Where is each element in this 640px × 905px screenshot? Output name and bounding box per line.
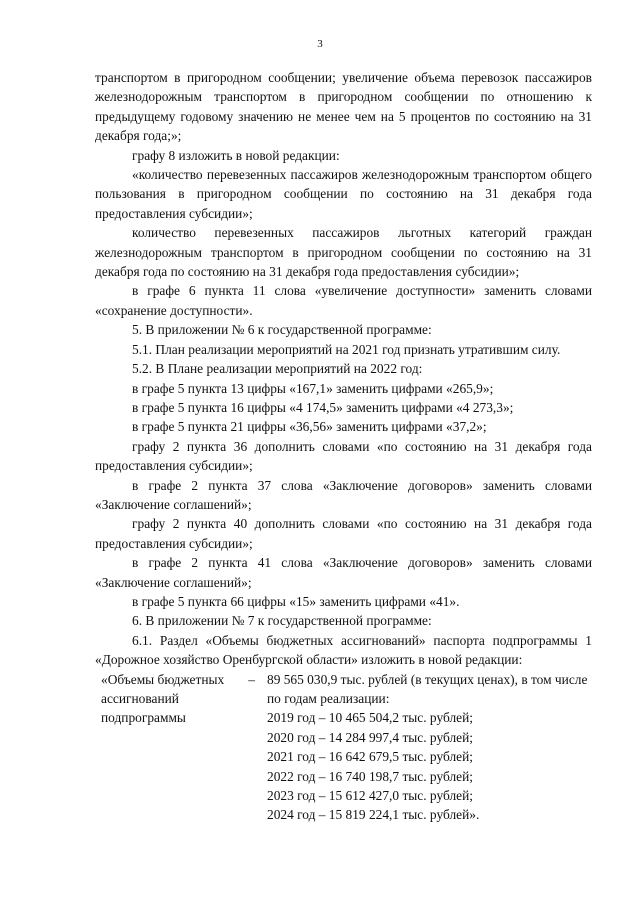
budget-label: «Объемы бюджетных ассигнований подпрограммы xyxy=(101,671,225,726)
paragraph: транспортом в пригородном сообщении; увеличение объема перевозок пассажиров железнодорожным транспортом в пригородном сообщении по отношению к предыдущему годовому значению не менее чем на 5 процентов по состоянию на 31 декабря года;»; xyxy=(95,70,592,144)
paragraph: графу 8 изложить в новой редакции: xyxy=(132,147,340,163)
budget-year: 2024 год – 15 819 224,1 тыс. рублей». xyxy=(267,807,480,823)
paragraph: графу 2 пункта 36 дополнить словами «по состоянию на 31 декабря года предоставления субсидии»; xyxy=(95,438,592,474)
paragraph: 5. В приложении № 6 к государственной программе: xyxy=(132,322,432,338)
budget-year: 2020 год – 14 284 997,4 тыс. рублей; xyxy=(267,729,473,745)
paragraph: количество перевезенных пассажиров льготных категорий граждан железнодорожным транспортом в пригородном сообщении по состоянию на 31 декабря года по состоянию на 31 декабря года предоставления субсидии»; xyxy=(95,225,592,280)
paragraph: 6. В приложении № 7 к государственной программе: xyxy=(132,613,432,629)
paragraph: в графе 5 пункта 66 цифры «15» заменить цифрами «41». xyxy=(132,593,460,609)
budget-label-cell xyxy=(95,670,267,825)
paragraph: в графе 5 пункта 13 цифры «167,1» заменить цифрами «265,9»; xyxy=(132,380,494,396)
budget-values-cell xyxy=(267,670,592,825)
paragraph: в графе 5 пункта 16 цифры «4 174,5» заменить цифрами «4 273,3»; xyxy=(132,399,514,415)
paragraph: 5.2. В Плане реализации мероприятий на 2022 год: xyxy=(132,361,423,377)
budget-year: 2023 год – 15 612 427,0 тыс. рублей; xyxy=(267,788,473,804)
dash: – xyxy=(248,671,255,687)
paragraph: в графе 6 пункта 11 слова «увеличение доступности» заменить словами «сохранение доступности». xyxy=(95,283,592,318)
paragraph: 5.1. План реализации мероприятий на 2021 год признать утратившим силу. xyxy=(132,341,561,357)
paragraph: 6.1. Раздел «Объемы бюджетных ассигнований» паспорта подпрограммы 1 «Дорожное хозяйство Оренбургской области» изложить в новой редакции: xyxy=(95,632,592,668)
budget-year: 2019 год – 10 465 504,2 тыс. рублей; xyxy=(267,710,473,726)
paragraph: в графе 2 пункта 37 слова «Заключение договоров» заменить словами «Заключение соглашений»; xyxy=(95,477,592,512)
document-body xyxy=(95,68,592,825)
budget-total: 89 565 030,9 тыс. рублей (в текущих ценах), в том числе по годам реализации: xyxy=(267,671,588,706)
paragraph: в графе 2 пункта 41 слова «Заключение договоров» заменить словами «Заключение соглашений»; xyxy=(95,555,592,590)
budget-table xyxy=(95,670,592,825)
page-number: 3 xyxy=(317,38,323,50)
budget-year: 2022 год – 16 740 198,7 тыс. рублей; xyxy=(267,768,473,784)
paragraph: графу 2 пункта 40 дополнить словами «по состоянию на 31 декабря года предоставления субсидии»; xyxy=(95,516,592,551)
paragraph: «количество перевезенных пассажиров железнодорожным транспортом общего пользования в пригородном сообщении по состоянию на 31 декабря года предоставления субсидии»; xyxy=(95,167,592,221)
paragraph: в графе 5 пункта 21 цифры «36,56» заменить цифрами «37,2»; xyxy=(132,419,487,435)
budget-year: 2021 год – 16 642 679,5 тыс. рублей; xyxy=(267,749,473,765)
